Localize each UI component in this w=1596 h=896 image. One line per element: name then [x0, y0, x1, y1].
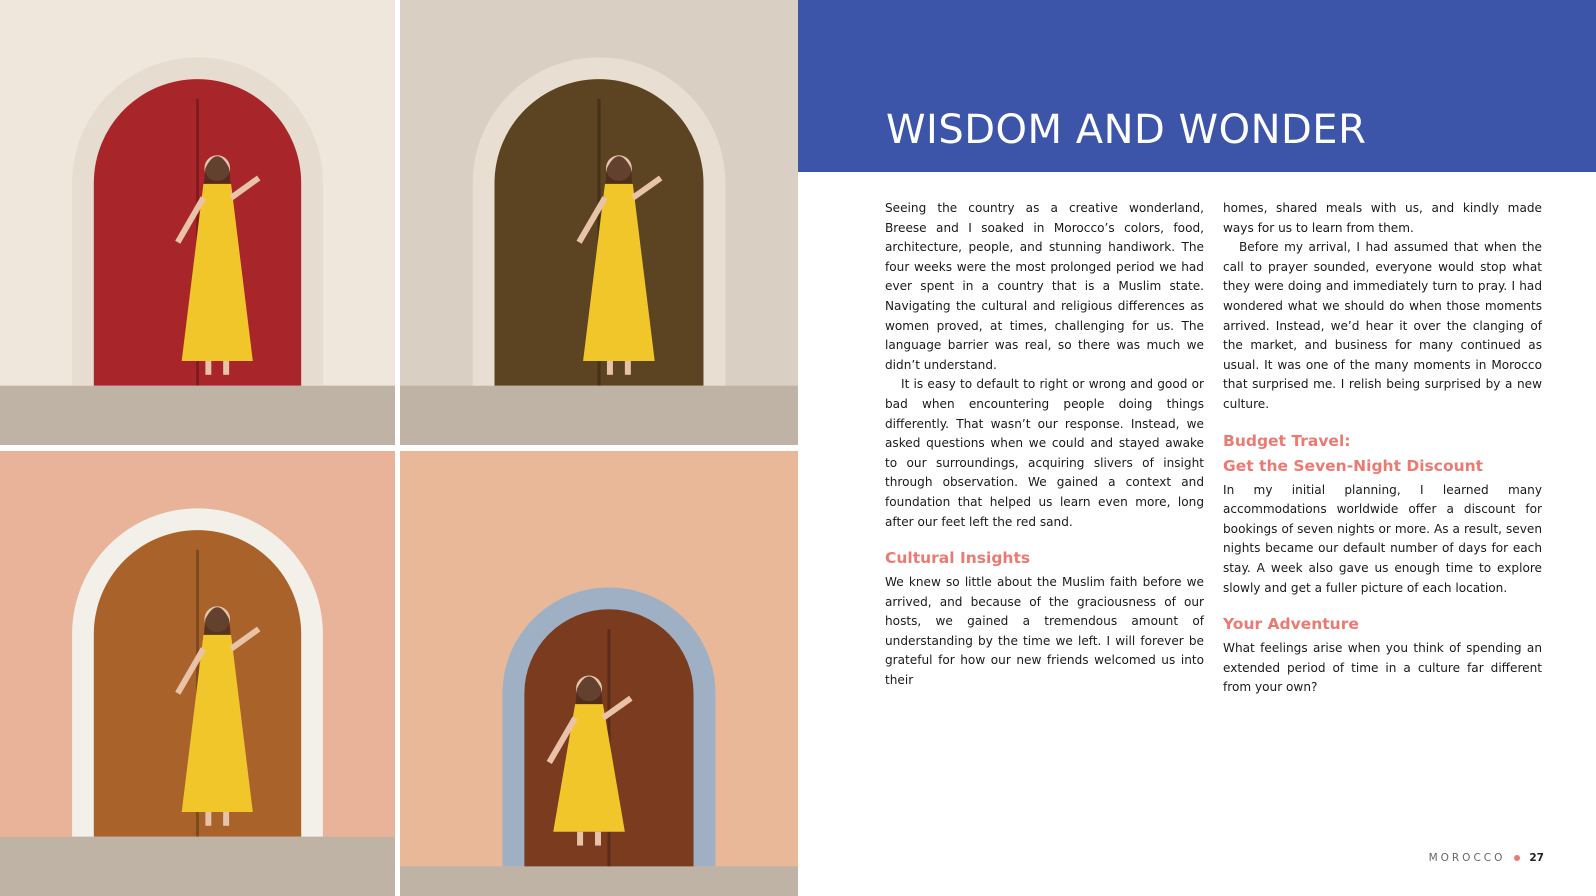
- carved-bronze-door-photo: [400, 0, 798, 445]
- page-number: 27: [1529, 852, 1544, 864]
- body-paragraph: Seeing the country as a creative wonderland, Breese and I soaked in Morocco’s colors, food, architecture, people, and stunning handiwork. The four weeks were the most prolonged period we had ever spent in a country that is a Muslim state. Navigating the cultural and religious differences as women proved, at times, challenging for us. The language barrier was real, so there was much we didn’t understand.: [885, 201, 1204, 372]
- section-heading-your-adventure: Your Adventure: [1223, 615, 1359, 634]
- body-paragraph: In my initial planning, I learned many accommodations worldwide offer a discount for bookings of seven nights or more. As a result, seven nights became our default number of days for each stay. A week also gave us enough time to explore slowly and get a fuller picture of each location.: [1223, 482, 1542, 595]
- heading-line: Get the Seven-Night Discount: [1223, 456, 1484, 475]
- body-paragraph: It is easy to default to right or wrong and good or bad when encountering people doing things differently. That wasn’t our response. Instead, we asked questions when we could and stayed awake to our surroundings, acquiring slivers of insight through observation. We gained a context and foundation that helped us learn even more, long after our feet left the red sand.: [885, 377, 1204, 529]
- running-section-name: MOROCCO: [1428, 852, 1506, 864]
- section-heading-cultural-insights: Cultural Insights: [885, 549, 1031, 568]
- text-column-right: [1223, 199, 1542, 698]
- text-column-left: [885, 199, 1204, 691]
- tiled-doorway-photo: [400, 451, 798, 896]
- bullet-dot-icon: [1514, 855, 1520, 861]
- body-paragraph: We knew so little about the Muslim faith before we arrived, and because of the graciousness of our hosts, we gained a tremendous amount of understanding by the time we left. I will forever be grateful for how our new friends welcomed us into their: [885, 575, 1204, 688]
- body-paragraph: homes, shared meals with us, and kindly made ways for us to learn from them.: [1223, 201, 1542, 235]
- page-title: WISDOM AND WONDER: [886, 107, 1367, 153]
- title-banner: [798, 0, 1596, 172]
- body-paragraph: Before my arrival, I had assumed that when the call to prayer sounded, everyone would stop what they were doing and immediately turn to pray. I had wondered what we should do when those moments arrived. Instead, we’d hear it over the clanging of the market, and business for many continued as usual. It was one of the many moments in Morocco that surprised me. I relish being surprised by a new culture.: [1223, 240, 1542, 411]
- page-footer: [1429, 850, 1544, 866]
- section-heading-budget-travel: [1223, 429, 1542, 479]
- heading-line: Budget Travel:: [1223, 431, 1351, 450]
- ochre-door-photo: [0, 451, 395, 896]
- body-paragraph: What feelings arise when you think of spending an extended period of time in a culture far different from your own?: [1223, 641, 1542, 695]
- red-door-photo: [0, 0, 395, 445]
